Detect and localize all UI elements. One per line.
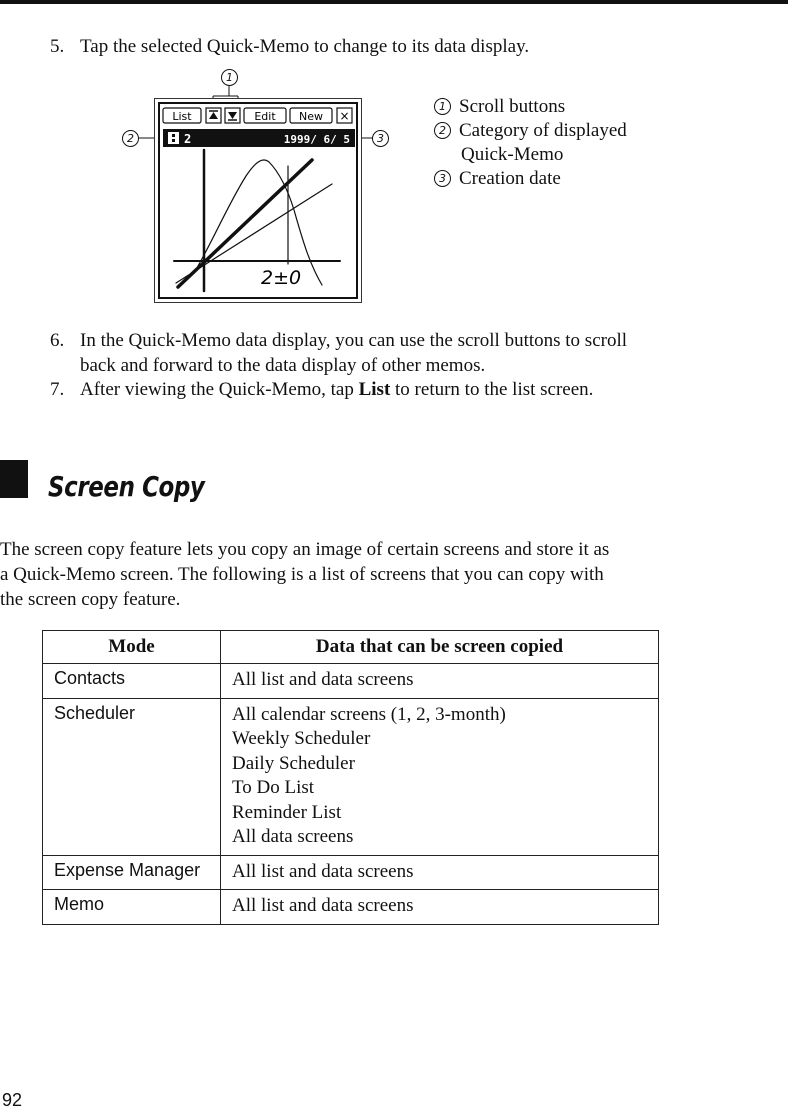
column-header-mode: Mode [43, 631, 221, 664]
data-cell: All list and data screens [221, 890, 659, 925]
step-text-line: In the Quick-Memo data display, you can use the scroll buttons to scroll [80, 330, 628, 351]
mode-cell: Contacts [43, 664, 221, 699]
step-text: After viewing the Quick-Memo, tap List to return to the list screen. [80, 379, 594, 400]
close-button[interactable] [337, 108, 352, 123]
section-title: Screen Copy [48, 470, 205, 503]
table-row [43, 890, 659, 925]
screen-copy-table [42, 630, 659, 925]
scroll-down-button[interactable] [225, 108, 240, 123]
page-number: 92 [2, 1090, 23, 1110]
table-row [43, 664, 659, 699]
callout-text: Scroll buttons [459, 96, 566, 117]
list-button-label: List [172, 110, 192, 123]
section-paragraph [0, 537, 700, 612]
callout-legend [434, 95, 694, 191]
table-row [43, 855, 659, 890]
list-term: List [358, 379, 391, 400]
callout-text-cont: Quick-Memo [461, 144, 564, 165]
callout-item-2 [434, 119, 694, 167]
callout-text: Creation date [459, 168, 561, 189]
mode-cell: Memo [43, 890, 221, 925]
step-number: 7. [50, 379, 65, 400]
step-number: 6. [50, 330, 65, 351]
new-button-label: New [299, 110, 323, 123]
step-text [80, 328, 627, 378]
column-header-data: Data that can be screen copied [221, 631, 659, 664]
creation-date: 1999/ 6/ 5 [283, 133, 350, 146]
screen-graphic [154, 98, 362, 303]
paragraph-line: a Quick-Memo screen. The following is a list of screens that you can copy with [0, 564, 604, 585]
list-button[interactable] [163, 108, 201, 123]
handwritten-note: 2±0 [261, 267, 302, 289]
table-row [43, 698, 659, 855]
table-header-row [43, 631, 659, 664]
mode-cell: Scheduler [43, 698, 221, 855]
marker-2: 2 [122, 130, 139, 147]
step-text: Tap the selected Quick-Memo to change to its data display. [80, 36, 530, 57]
paragraph-line: the screen copy feature. [0, 589, 181, 610]
callout-marker: 2 [434, 122, 451, 139]
paragraph-line: The screen copy feature lets you copy an image of certain screens and store it as [0, 539, 610, 560]
step-text-line: back and forward to the data display of other memos. [80, 355, 486, 376]
category-icon [168, 132, 179, 144]
edit-button[interactable] [244, 108, 286, 123]
callout-marker: 1 [434, 98, 451, 115]
data-cell: All calendar screens (1, 2, 3-month) Weekly Scheduler Daily Scheduler To Do List Reminder List All data screens [221, 698, 659, 855]
callout-text: Category of displayed [459, 120, 627, 141]
mode-cell: Expense Manager [43, 855, 221, 890]
marker-3: 3 [372, 130, 389, 147]
step-number: 5. [50, 36, 65, 57]
marker-1: 1 [221, 69, 238, 86]
close-icon: × [339, 109, 350, 123]
callout-item-3 [434, 167, 694, 191]
data-cell: All list and data screens [221, 664, 659, 699]
scroll-up-button[interactable] [206, 108, 221, 123]
step-6 [50, 328, 730, 378]
category-number: 2 [184, 132, 192, 146]
callout-marker: 3 [434, 170, 451, 187]
edit-button-label: Edit [254, 110, 276, 123]
callout-item-1 [434, 95, 694, 119]
new-button[interactable] [290, 108, 332, 123]
data-cell: All list and data screens [221, 855, 659, 890]
device-screen [154, 98, 362, 303]
section-marker [0, 460, 28, 498]
